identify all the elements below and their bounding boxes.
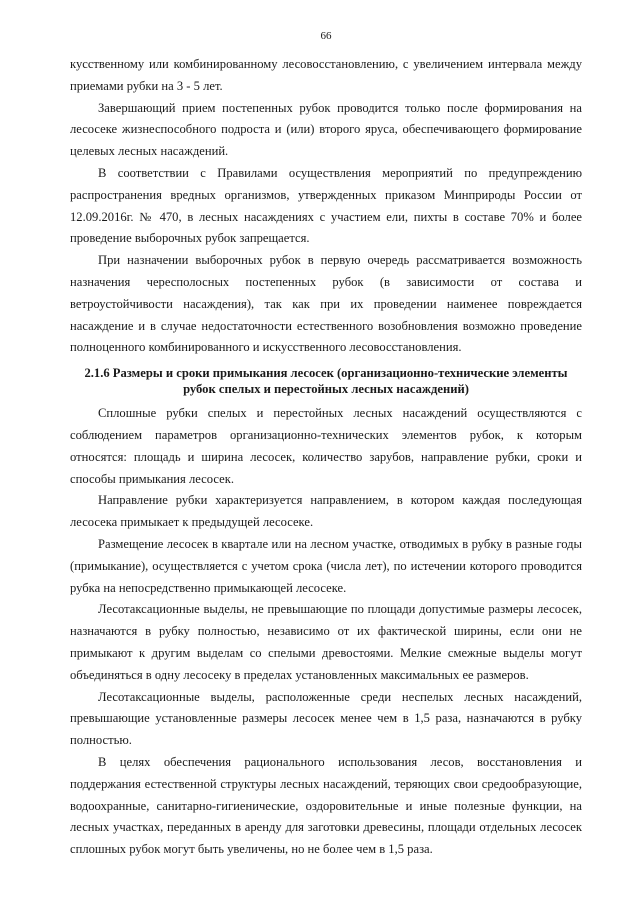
body-paragraph: В соответствии с Правилами осуществления мероприятий по предупреждению распространения вредных организмов, утвержденных приказом Минприроды России от 12.09.2016г. № 470, в лесных насаждениях с участием ели, пихты в составе 70% и более проведение выборочных рубок запрещается.: [70, 165, 582, 246]
page-number: 66: [320, 30, 332, 42]
paragraphs-after-heading: [70, 403, 582, 861]
body-paragraph: Размещение лесосек в квартале или на лесном участке, отводимых в рубку в разные годы (примыкание), осуществляется с учетом срока (числа лет), по истечении которого проводится рубка на непосредственно примыкающей лесосеке.: [70, 536, 582, 595]
section-heading-line-2: рубок спелых и перестойных лесных насаждений): [183, 382, 469, 397]
body-paragraph: При назначении выборочных рубок в первую очередь рассматривается возможность назначения чересполосных постепенных рубок (в зависимости от состава и ветроустойчивости насаждения), так как при их проведении наименее повреждается насаждение и в случае недостаточности естественного возобновления возможно проведение полноценного комбинированного и искусственного лесовосстановления.: [70, 253, 582, 355]
body-paragraph: кусственному или комбинированному лесовосстановлению, с увеличением интервала между приемами рубки на 3 - 5 лет.: [70, 57, 582, 93]
body-paragraph: В целях обеспечения рационального использования лесов, восстановления и поддержания естественной структуры лесных насаждений, теряющих свои средообразующие, водоохранные, санитарно-гигиенические, оздоровительные и иные полезные функции, на лесных участках, переданных в аренду для заготовки древесины, площади отдельных лесосек сплошных рубок могут быть увеличены, но не более чем в 1,5 раза.: [70, 754, 582, 857]
body-paragraph: Лесотаксационные выделы, расположенные среди неспелых лесных насаждений, превышающие установленные размеры лесосек менее чем в 1,5 раза, назначаются в рубку полностью.: [70, 689, 582, 748]
body-paragraph: Завершающий прием постепенных рубок проводится только после формирования на лесосеке жизнеспособного подроста и (или) второго яруса, обеспечивающего формирование целевых лесных насаждений.: [70, 100, 582, 159]
body-paragraph: Сплошные рубки спелых и перестойных лесных насаждений осуществляются с соблюдением параметров организационно-технических элементов рубок, к которым относятся: площадь и ширина лесосек, количество зарубов, направление рубки, сроки и способы примыкания лесосек.: [70, 406, 582, 486]
body-paragraph: Лесотаксационные выделы, не превышающие по площади допустимые размеры лесосек, назначаются в рубку полностью, независимо от их фактической ширины, если они не примыкают к другим выделам со спелыми древостоями. Мелкие смежные выделы могут объединяться в одну лесосеку в пределах установленных максимальных ее размеров.: [70, 602, 582, 682]
body-paragraph: Направление рубки характеризуется направлением, в котором каждая последующая лесосека примыкает к предыдущей лесосеке.: [70, 493, 582, 530]
section-heading-line-1: 2.1.6 Размеры и сроки примыкания лесосек (организационно-технические элементы: [84, 366, 568, 381]
page-content: [70, 54, 582, 861]
section-heading: [70, 365, 582, 397]
paragraphs-before-heading: [70, 54, 582, 359]
